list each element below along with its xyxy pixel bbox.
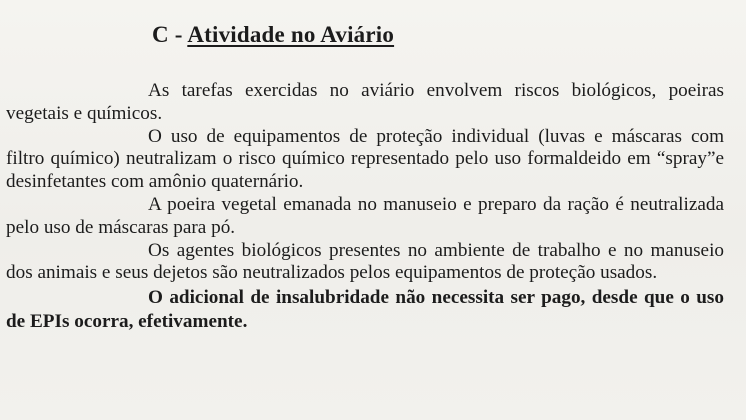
document-body bbox=[6, 80, 724, 334]
paragraph-biological-agents: Os agentes biológicos presentes no ambiente de trabalho e no manuseio dos animais e seus dejetos são neutralizados pelos equipamentos de proteção usados. bbox=[6, 239, 724, 284]
paragraph-risks: As tarefas exercidas no aviário envolvem riscos biológicos, poeiras vegetais e químicos. bbox=[6, 80, 724, 124]
section-prefix: C - bbox=[152, 22, 188, 47]
paragraph-ppe-chemical: O uso de equipamentos de proteção individual (luvas e máscaras com filtro químico) neutralizam o risco químico representado pelo uso formaldeido em “spray”e desinfetantes com amônio quaternário. bbox=[6, 125, 724, 193]
section-heading bbox=[152, 22, 394, 48]
paragraph-conclusion: O adicional de insalubridade não necessita ser pago, desde que o uso de EPIs ocorra, efetivamente. bbox=[6, 287, 724, 333]
section-title: Atividade no Aviário bbox=[187, 22, 395, 47]
paragraph-vegetal-dust: A poeira vegetal emanada no manuseio e preparo da ração é neutralizada pelo uso de máscaras para pó. bbox=[6, 193, 724, 238]
